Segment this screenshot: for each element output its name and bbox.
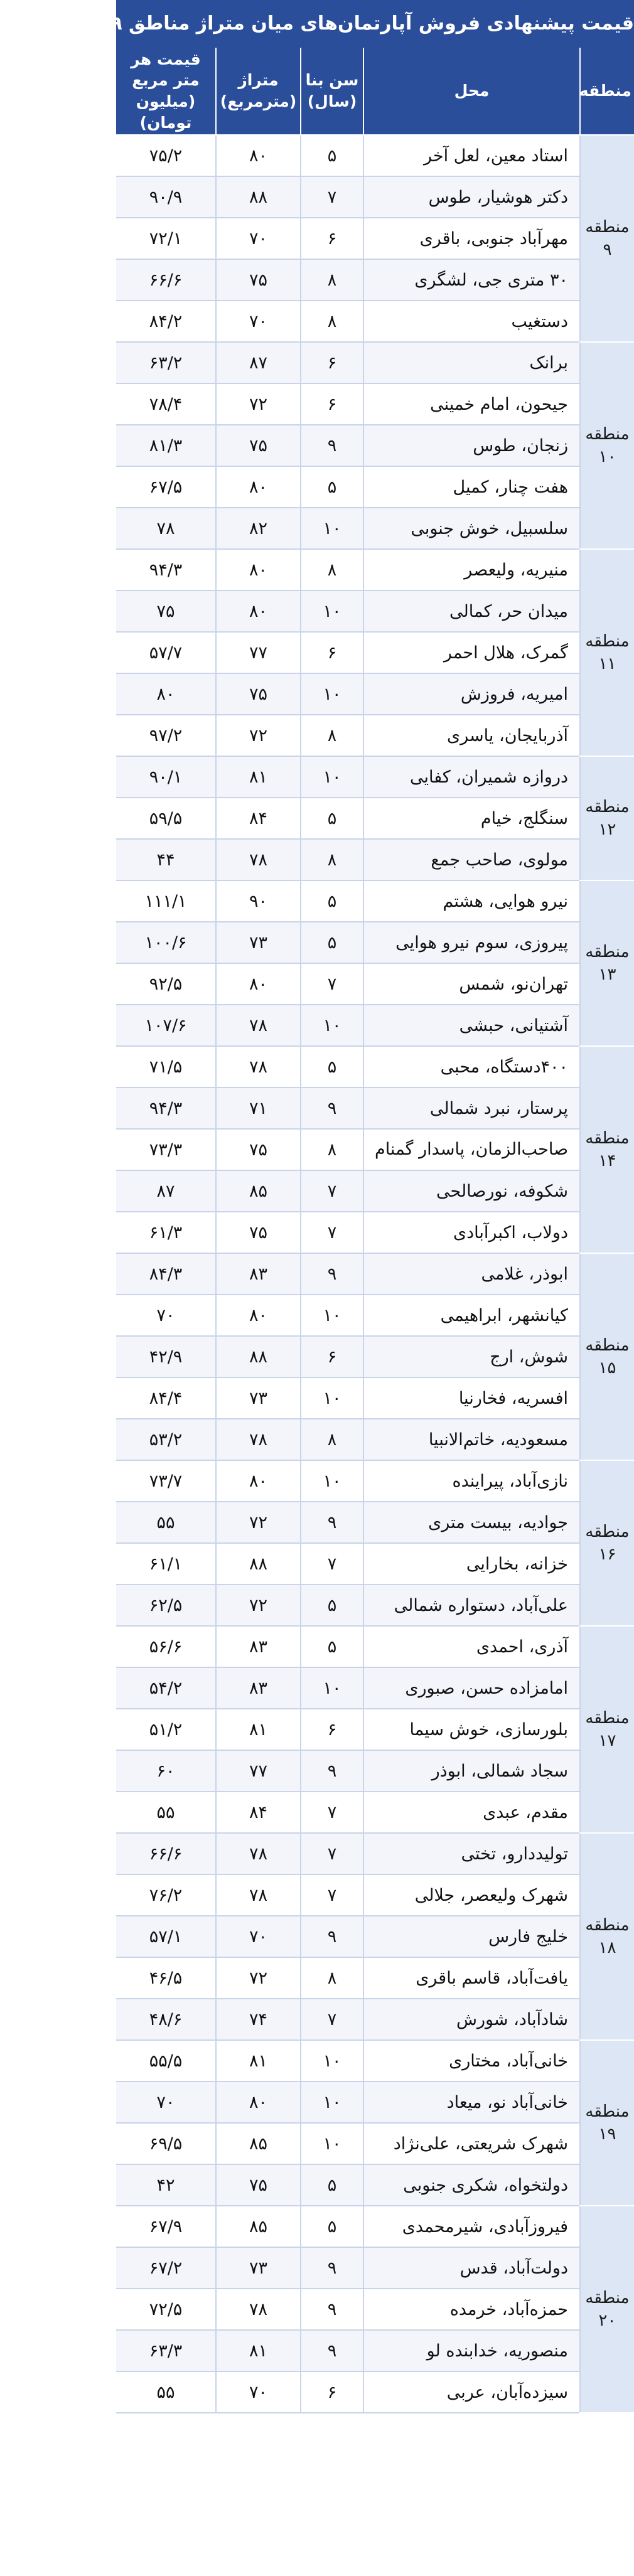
header-region: منطقه [580, 48, 634, 135]
region-label: منطقه ۱۷ [580, 1626, 634, 1833]
table-row [116, 218, 634, 259]
price-cell: ۱۰۰/۶ [116, 922, 216, 963]
location-cell: خلیج فارس [363, 1916, 580, 1957]
table-row [116, 1667, 634, 1709]
price-cell: ۹۲/۵ [116, 963, 216, 1005]
age-cell: ۱۰ [301, 673, 363, 715]
table-row [116, 1709, 634, 1750]
table-row [116, 1543, 634, 1585]
price-cell: ۵۵/۵ [116, 2040, 216, 2082]
location-cell: ۴۰۰دستگاه، محبی [363, 1046, 580, 1088]
price-cell: ۷۳/۷ [116, 1460, 216, 1502]
area-cell: ۸۷ [216, 342, 301, 383]
area-cell: ۷۸ [216, 839, 301, 880]
table-row [116, 1585, 634, 1626]
area-cell: ۸۵ [216, 2206, 301, 2247]
location-cell: سلسبیل، خوش جنوبی [363, 508, 580, 549]
table-row [116, 508, 634, 549]
age-cell: ۶ [301, 383, 363, 425]
table-row [116, 1129, 634, 1170]
area-cell: ۸۴ [216, 798, 301, 839]
area-cell: ۸۲ [216, 508, 301, 549]
price-cell: ۴۸/۶ [116, 1999, 216, 2040]
age-cell: ۸ [301, 715, 363, 756]
table-row [116, 549, 634, 591]
price-cell: ۱۰۷/۶ [116, 1005, 216, 1046]
price-cell: ۶۱/۳ [116, 1212, 216, 1253]
age-cell: ۶ [301, 1336, 363, 1377]
location-cell: افسریه، فخارنیا [363, 1377, 580, 1419]
price-cell: ۵۶/۶ [116, 1626, 216, 1667]
location-cell: زنجان، طوس [363, 425, 580, 466]
location-cell: تهران‌نو، شمس [363, 963, 580, 1005]
location-cell: امیریه، فروزش [363, 673, 580, 715]
table-row [116, 798, 634, 839]
table-row [116, 2082, 634, 2123]
location-cell: آذری، احمدی [363, 1626, 580, 1667]
age-cell: ۱۰ [301, 1005, 363, 1046]
age-cell: ۵ [301, 2164, 363, 2206]
age-cell: ۱۰ [301, 2040, 363, 2082]
location-cell: یافت‌آباد، قاسم باقری [363, 1957, 580, 1999]
age-cell: ۵ [301, 1626, 363, 1667]
price-cell: ۵۷/۷ [116, 632, 216, 673]
area-cell: ۸۱ [216, 2040, 301, 2082]
area-cell: ۷۲ [216, 1502, 301, 1543]
area-cell: ۷۷ [216, 632, 301, 673]
price-cell: ۵۱/۲ [116, 1709, 216, 1750]
age-cell: ۷ [301, 1792, 363, 1833]
age-cell: ۷ [301, 1874, 363, 1916]
region-label: منطقه ۱۹ [580, 2040, 634, 2206]
location-cell: دولت‌آباد، قدس [363, 2247, 580, 2289]
age-cell: ۶ [301, 1709, 363, 1750]
location-cell: خانی‌آباد، مختاری [363, 2040, 580, 2082]
location-cell: بلورسازی، خوش سیما [363, 1709, 580, 1750]
table-row [116, 715, 634, 756]
area-cell: ۸۳ [216, 1667, 301, 1709]
price-cell: ۶۷/۲ [116, 2247, 216, 2289]
area-cell: ۷۵ [216, 1212, 301, 1253]
price-cell: ۶۲/۵ [116, 1585, 216, 1626]
location-cell: دستغیب [363, 301, 580, 342]
price-cell: ۴۲ [116, 2164, 216, 2206]
age-cell: ۱۰ [301, 1295, 363, 1336]
table-row [116, 425, 634, 466]
area-cell: ۸۰ [216, 135, 301, 176]
age-cell: ۱۰ [301, 508, 363, 549]
region-label: منطقه ۲۰ [580, 2206, 634, 2413]
region-label: منطقه ۱۱ [580, 549, 634, 756]
location-cell: مقدم، عبدی [363, 1792, 580, 1833]
area-cell: ۸۴ [216, 1792, 301, 1833]
price-cell: ۷۵ [116, 591, 216, 632]
location-cell: نیرو هوایی، هشتم [363, 880, 580, 922]
price-cell: ۸۴/۲ [116, 301, 216, 342]
table-row [116, 1792, 634, 1833]
table-row [116, 1419, 634, 1460]
price-cell: ۵۴/۲ [116, 1667, 216, 1709]
price-cell: ۴۶/۵ [116, 1957, 216, 1999]
age-cell: ۶ [301, 2371, 363, 2413]
location-cell: ابوذر، غلامی [363, 1253, 580, 1295]
price-cell: ۱۱۱/۱ [116, 880, 216, 922]
age-cell: ۱۰ [301, 2082, 363, 2123]
age-cell: ۵ [301, 880, 363, 922]
location-cell: برانک [363, 342, 580, 383]
location-cell: گمرک، هلال احمر [363, 632, 580, 673]
area-cell: ۷۸ [216, 2289, 301, 2330]
area-cell: ۸۸ [216, 176, 301, 218]
area-cell: ۷۵ [216, 2164, 301, 2206]
age-cell: ۸ [301, 1957, 363, 1999]
area-cell: ۸۳ [216, 1626, 301, 1667]
table-row [116, 1005, 634, 1046]
price-cell: ۶۶/۶ [116, 259, 216, 301]
area-cell: ۷۲ [216, 1585, 301, 1626]
location-cell: دولاب، اکبرآبادی [363, 1212, 580, 1253]
area-cell: ۷۷ [216, 1750, 301, 1792]
price-cell: ۵۷/۱ [116, 1916, 216, 1957]
table-row [116, 1253, 634, 1295]
location-cell: شهرک شریعتی، علی‌نژاد [363, 2123, 580, 2164]
age-cell: ۱۰ [301, 1460, 363, 1502]
age-cell: ۱۰ [301, 1667, 363, 1709]
location-cell: خانی‌آباد نو، میعاد [363, 2082, 580, 2123]
area-cell: ۸۳ [216, 1253, 301, 1295]
area-cell: ۸۱ [216, 1709, 301, 1750]
area-cell: ۸۰ [216, 1295, 301, 1336]
price-cell: ۸۴/۳ [116, 1253, 216, 1295]
location-cell: امامزاده حسن، صبوری [363, 1667, 580, 1709]
table-row [116, 1170, 634, 1212]
age-cell: ۸ [301, 1129, 363, 1170]
region-label: منطقه ۱۶ [580, 1460, 634, 1626]
location-cell: منیریه، ولیعصر [363, 549, 580, 591]
area-cell: ۷۳ [216, 1377, 301, 1419]
area-cell: ۸۵ [216, 1170, 301, 1212]
table-row [116, 2289, 634, 2330]
area-cell: ۸۰ [216, 549, 301, 591]
table-row [116, 176, 634, 218]
region-label: منطقه ۱۴ [580, 1046, 634, 1253]
price-cell: ۵۹/۵ [116, 798, 216, 839]
age-cell: ۱۰ [301, 756, 363, 798]
table-row [116, 1874, 634, 1916]
area-cell: ۷۰ [216, 2371, 301, 2413]
price-cell: ۹۴/۳ [116, 549, 216, 591]
price-cell: ۸۴/۴ [116, 1377, 216, 1419]
age-cell: ۶ [301, 218, 363, 259]
price-cell: ۷۵/۲ [116, 135, 216, 176]
table-row [116, 1377, 634, 1419]
price-cell: ۷۰ [116, 1295, 216, 1336]
table-row [116, 880, 634, 922]
price-cell: ۸۷ [116, 1170, 216, 1212]
area-cell: ۸۰ [216, 963, 301, 1005]
table-row [116, 135, 634, 176]
age-cell: ۶ [301, 342, 363, 383]
area-cell: ۷۸ [216, 1046, 301, 1088]
location-cell: مهرآباد جنوبی، باقری [363, 218, 580, 259]
table-row [116, 1916, 634, 1957]
location-cell: ۳۰ متری جی، لشگری [363, 259, 580, 301]
area-cell: ۷۵ [216, 673, 301, 715]
age-cell: ۵ [301, 466, 363, 508]
age-cell: ۹ [301, 1253, 363, 1295]
location-cell: سجاد شمالی، ابوذر [363, 1750, 580, 1792]
age-cell: ۵ [301, 2206, 363, 2247]
region-label: منطقه ۱۵ [580, 1253, 634, 1460]
age-cell: ۹ [301, 1088, 363, 1129]
age-cell: ۵ [301, 135, 363, 176]
table-row [116, 1502, 634, 1543]
location-cell: شکوفه، نورصالحی [363, 1170, 580, 1212]
location-cell: دروازه شمیران، کفایی [363, 756, 580, 798]
table-row [116, 591, 634, 632]
age-cell: ۹ [301, 1502, 363, 1543]
region-label: منطقه ۱۸ [580, 1833, 634, 2040]
age-cell: ۸ [301, 1419, 363, 1460]
table-row [116, 2330, 634, 2371]
area-cell: ۷۳ [216, 2247, 301, 2289]
age-cell: ۷ [301, 1543, 363, 1585]
age-cell: ۹ [301, 2289, 363, 2330]
location-cell: منصوریه، خدابنده لو [363, 2330, 580, 2371]
location-cell: مسعودیه، خاتم‌الانبیا [363, 1419, 580, 1460]
age-cell: ۵ [301, 922, 363, 963]
price-cell: ۷۲/۵ [116, 2289, 216, 2330]
table-row [116, 1336, 634, 1377]
location-cell: پیروزی، سوم نیرو هوایی [363, 922, 580, 963]
table-row [116, 1088, 634, 1129]
price-cell: ۸۱/۳ [116, 425, 216, 466]
area-cell: ۷۲ [216, 383, 301, 425]
table-row [116, 1295, 634, 1336]
area-cell: ۷۸ [216, 1874, 301, 1916]
price-cell: ۷۸ [116, 508, 216, 549]
area-cell: ۷۸ [216, 1419, 301, 1460]
header-age: سن بنا (سال) [301, 48, 363, 135]
price-cell: ۹۰/۹ [116, 176, 216, 218]
location-cell: دولتخواه، شکری جنوبی [363, 2164, 580, 2206]
price-cell: ۹۷/۲ [116, 715, 216, 756]
price-cell: ۶۱/۱ [116, 1543, 216, 1585]
age-cell: ۸ [301, 301, 363, 342]
age-cell: ۹ [301, 425, 363, 466]
location-cell: مولوی، صاحب جمع [363, 839, 580, 880]
table-row [116, 756, 634, 798]
price-cell: ۹۰/۱ [116, 756, 216, 798]
price-cell: ۶۶/۶ [116, 1833, 216, 1874]
age-cell: ۵ [301, 1585, 363, 1626]
area-cell: ۷۳ [216, 922, 301, 963]
price-cell: ۵۳/۲ [116, 1419, 216, 1460]
area-cell: ۷۵ [216, 259, 301, 301]
area-cell: ۷۸ [216, 1005, 301, 1046]
region-label: منطقه ۱۳ [580, 880, 634, 1046]
table-body [116, 135, 634, 2413]
area-cell: ۸۱ [216, 756, 301, 798]
area-cell: ۸۰ [216, 591, 301, 632]
price-cell: ۹۴/۳ [116, 1088, 216, 1129]
location-cell: نازی‌آباد، پیراینده [363, 1460, 580, 1502]
area-cell: ۷۴ [216, 1999, 301, 2040]
table-row [116, 2206, 634, 2247]
table-row [116, 1212, 634, 1253]
price-cell: ۶۳/۲ [116, 342, 216, 383]
price-cell: ۶۷/۵ [116, 466, 216, 508]
age-cell: ۸ [301, 259, 363, 301]
location-cell: آشتیانی، حبشی [363, 1005, 580, 1046]
table-row [116, 342, 634, 383]
location-cell: صاحب‌الزمان، پاسدار گمنام [363, 1129, 580, 1170]
price-cell: ۵۵ [116, 1502, 216, 1543]
age-cell: ۷ [301, 1833, 363, 1874]
table-row [116, 673, 634, 715]
price-cell: ۶۳/۳ [116, 2330, 216, 2371]
age-cell: ۵ [301, 1046, 363, 1088]
price-cell: ۷۱/۵ [116, 1046, 216, 1088]
table-row [116, 2371, 634, 2413]
price-cell: ۸۰ [116, 673, 216, 715]
price-cell: ۷۸/۴ [116, 383, 216, 425]
area-cell: ۸۱ [216, 2330, 301, 2371]
area-cell: ۸۰ [216, 466, 301, 508]
location-cell: دکتر هوشیار، طوس [363, 176, 580, 218]
age-cell: ۸ [301, 839, 363, 880]
age-cell: ۹ [301, 1750, 363, 1792]
table-row [116, 466, 634, 508]
table-row [116, 922, 634, 963]
location-cell: حمزه‌آباد، خرمده [363, 2289, 580, 2330]
area-cell: ۷۵ [216, 425, 301, 466]
area-cell: ۷۱ [216, 1088, 301, 1129]
price-cell: ۷۰ [116, 2082, 216, 2123]
table-row [116, 2040, 634, 2082]
region-label: منطقه ۱۰ [580, 342, 634, 549]
area-cell: ۷۲ [216, 1957, 301, 1999]
location-cell: تولیددارو، تختی [363, 1833, 580, 1874]
area-cell: ۸۸ [216, 1336, 301, 1377]
table-row [116, 1750, 634, 1792]
location-cell: استاد معین، لعل آخر [363, 135, 580, 176]
location-cell: میدان حر، کمالی [363, 591, 580, 632]
price-cell: ۷۲/۱ [116, 218, 216, 259]
header-location: محل [363, 48, 580, 135]
region-label: منطقه ۹ [580, 135, 634, 342]
table-row [116, 963, 634, 1005]
age-cell: ۸ [301, 549, 363, 591]
location-cell: شهرک ولیعصر، جلالی [363, 1874, 580, 1916]
location-cell: خزانه، بخارایی [363, 1543, 580, 1585]
location-cell: جوادیه، بیست متری [363, 1502, 580, 1543]
price-cell: ۶۰ [116, 1750, 216, 1792]
table-row [116, 1460, 634, 1502]
location-cell: فیروزآبادی، شیرمحمدی [363, 2206, 580, 2247]
location-cell: پرستار، نبرد شمالی [363, 1088, 580, 1129]
table-row [116, 1957, 634, 1999]
age-cell: ۵ [301, 798, 363, 839]
price-cell: ۴۲/۹ [116, 1336, 216, 1377]
header-price: قیمت هر متر مربع (میلیون تومان) [116, 48, 216, 135]
price-cell: ۷۳/۳ [116, 1129, 216, 1170]
area-cell: ۸۰ [216, 2082, 301, 2123]
price-cell: ۵۵ [116, 1792, 216, 1833]
area-cell: ۸۵ [216, 2123, 301, 2164]
area-cell: ۷۰ [216, 1916, 301, 1957]
table-row [116, 632, 634, 673]
table-row [116, 1999, 634, 2040]
area-cell: ۷۰ [216, 301, 301, 342]
age-cell: ۷ [301, 1212, 363, 1253]
age-cell: ۱۰ [301, 2123, 363, 2164]
age-cell: ۷ [301, 963, 363, 1005]
area-cell: ۷۵ [216, 1129, 301, 1170]
age-cell: ۶ [301, 632, 363, 673]
age-cell: ۹ [301, 2330, 363, 2371]
location-cell: علی‌آباد، دستواره شمالی [363, 1585, 580, 1626]
age-cell: ۱۰ [301, 1377, 363, 1419]
price-table [116, 48, 634, 2413]
table-row [116, 1626, 634, 1667]
table-row [116, 2123, 634, 2164]
area-cell: ۷۰ [216, 218, 301, 259]
area-cell: ۹۰ [216, 880, 301, 922]
area-cell: ۷۸ [216, 1833, 301, 1874]
age-cell: ۱۰ [301, 591, 363, 632]
age-cell: ۹ [301, 2247, 363, 2289]
age-cell: ۹ [301, 1916, 363, 1957]
price-cell: ۴۴ [116, 839, 216, 880]
location-cell: آذربایجان، یاسری [363, 715, 580, 756]
age-cell: ۷ [301, 1170, 363, 1212]
location-cell: سنگلج، خیام [363, 798, 580, 839]
location-cell: شوش، ارج [363, 1336, 580, 1377]
location-cell: جیحون، امام خمینی [363, 383, 580, 425]
location-cell: سیزده‌آبان، عربی [363, 2371, 580, 2413]
location-cell: شادآباد، شورش [363, 1999, 580, 2040]
area-cell: ۷۲ [216, 715, 301, 756]
page-title: قیمت پیشنهادی فروش آپارتمان‌های میان متراژ مناطق ۹ تا ۲۰ تهران [116, 0, 634, 48]
location-cell: کیانشهر، ابراهیمی [363, 1295, 580, 1336]
header-area: متراژ (مترمربع) [216, 48, 301, 135]
age-cell: ۷ [301, 1999, 363, 2040]
table-row [116, 2247, 634, 2289]
table-row [116, 259, 634, 301]
age-cell: ۷ [301, 176, 363, 218]
price-cell: ۵۵ [116, 2371, 216, 2413]
region-label: منطقه ۱۲ [580, 756, 634, 880]
price-cell: ۶۷/۹ [116, 2206, 216, 2247]
table-row [116, 383, 634, 425]
table-row [116, 1833, 634, 1874]
header-row [116, 48, 634, 135]
table-row [116, 839, 634, 880]
area-cell: ۸۰ [216, 1460, 301, 1502]
table-row [116, 301, 634, 342]
price-cell: ۷۶/۲ [116, 1874, 216, 1916]
table-row [116, 1046, 634, 1088]
price-cell: ۶۹/۵ [116, 2123, 216, 2164]
table-row [116, 2164, 634, 2206]
area-cell: ۸۸ [216, 1543, 301, 1585]
location-cell: هفت چنار، کمیل [363, 466, 580, 508]
